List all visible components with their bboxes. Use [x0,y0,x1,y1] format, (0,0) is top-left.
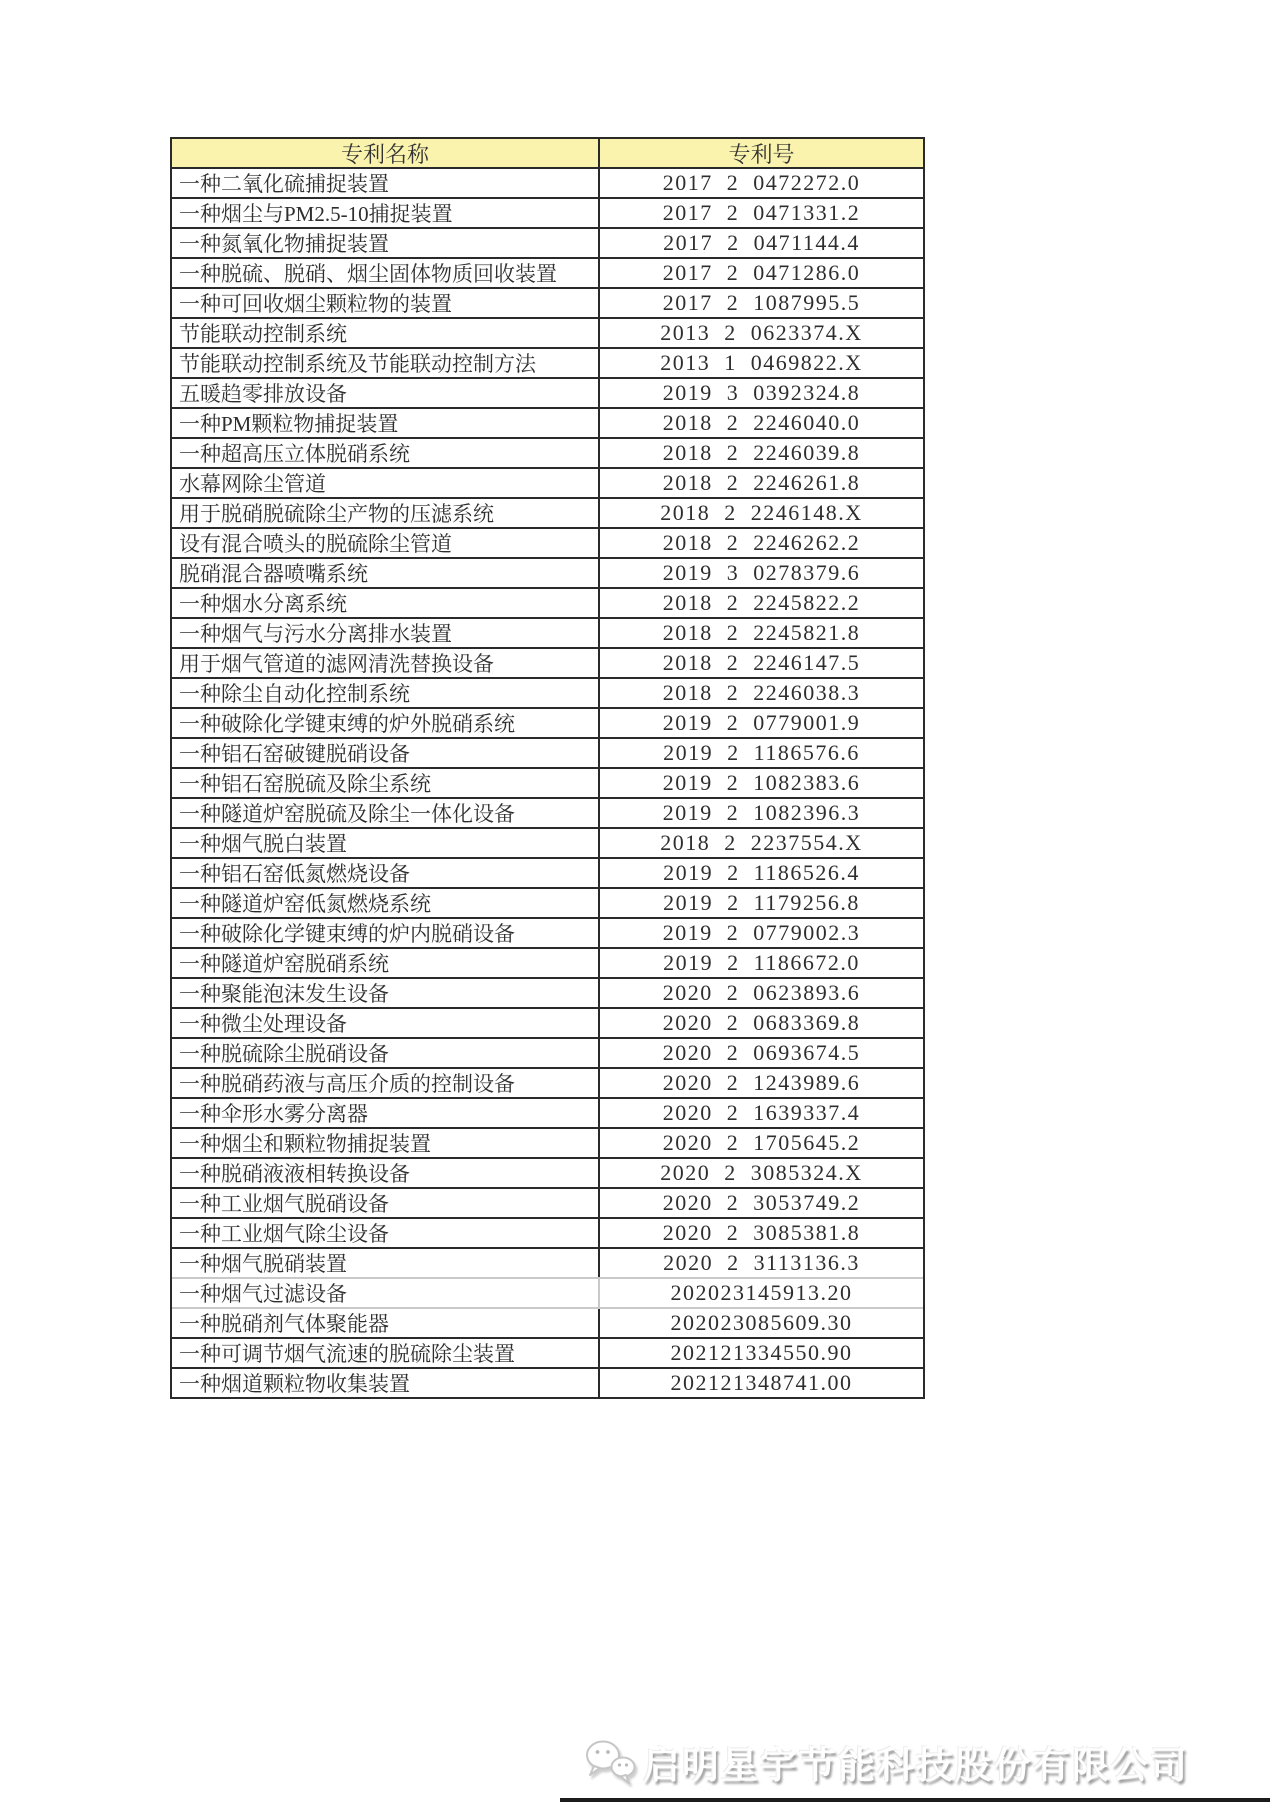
table-row [172,739,923,769]
table-row [172,1309,923,1339]
patent-number: 2018 2 2246147.5 [662,650,861,675]
patent-name: 一种二氧化硫捕捉装置 [172,169,600,197]
patent-number: 2017 2 0471331.2 [662,200,861,225]
patent-name: 一种脱硝剂气体聚能器 [172,1309,600,1337]
patent-number: 2020 2 1243989.6 [662,1070,861,1095]
patent-number: 2020 2 0683369.8 [662,1010,861,1035]
patent-number: 2020 2 0623893.6 [662,980,861,1005]
header-patent-name: 专利名称 [172,139,600,167]
table-row [172,859,923,889]
table-row [172,379,923,409]
table-row [172,319,923,349]
table-row [172,289,923,319]
patent-number: 2019 2 1082383.6 [662,770,861,795]
patent-name: 一种超高压立体脱硝系统 [172,439,600,467]
patent-number: 2020 2 3053749.2 [662,1190,861,1215]
patent-number: 202023085609.30 [670,1310,853,1335]
table-row [172,169,923,199]
table-row [172,1249,923,1279]
table-row [172,499,923,529]
patent-number: 2020 2 1705645.2 [662,1130,861,1155]
patent-name: 一种聚能泡沫发生设备 [172,979,600,1007]
table-body [172,169,923,1397]
table-row [172,349,923,379]
table-row [172,1189,923,1219]
table-row [172,709,923,739]
patent-number: 2018 2 2246261.8 [662,470,861,495]
company-name: 启明星宇节能科技股份有限公司 [643,1746,1189,1787]
patent-name: 一种铝石窑脱硫及除尘系统 [172,769,600,797]
table-row [172,1159,923,1189]
table-row [172,889,923,919]
table-row [172,649,923,679]
patent-name: 一种烟气脱白装置 [172,829,600,857]
patent-name: 水幕网除尘管道 [172,469,600,497]
patent-number: 2019 3 0392324.8 [662,380,861,405]
patent-name: 一种脱硝药液与高压介质的控制设备 [172,1069,600,1097]
patent-number: 202121334550.90 [670,1340,853,1365]
patent-name: 一种脱硫除尘脱硝设备 [172,1039,600,1067]
patent-name: 一种烟尘与PM2.5-10捕捉装置 [172,199,600,227]
patent-name: 一种除尘自动化控制系统 [172,679,600,707]
table-row [172,229,923,259]
patent-number: 2018 2 2245822.2 [662,590,861,615]
table-row [172,979,923,1009]
patent-number: 2019 2 1179256.8 [663,890,860,915]
patent-number: 2018 2 2246148.X [660,500,863,525]
table-row [172,799,923,829]
patent-number: 2018 2 2246262.2 [662,530,861,555]
footer-underline [560,1798,1270,1802]
patent-name: 一种铝石窑破键脱硝设备 [172,739,600,767]
patent-number: 2019 3 0278379.6 [662,560,861,585]
table-row [172,949,923,979]
patent-name: 一种隧道炉窑低氮燃烧系统 [172,889,600,917]
patent-number: 2018 2 2246039.8 [662,440,861,465]
patent-number: 2020 2 3085381.8 [662,1220,861,1245]
patent-number: 2019 2 0779002.3 [662,920,861,945]
patent-number: 2017 2 0472272.0 [662,170,861,195]
patent-number: 2019 2 0779001.9 [662,710,861,735]
patent-name: 一种PM颗粒物捕捉装置 [172,409,600,437]
patent-name: 一种烟气与污水分离排水装置 [172,619,600,647]
patent-number: 2013 1 0469822.X [660,350,863,375]
patent-name: 脱硝混合器喷嘴系统 [172,559,600,587]
patent-name: 一种可调节烟气流速的脱硫除尘装置 [172,1339,600,1367]
patent-table [170,137,925,1399]
table-row [172,1039,923,1069]
patent-name: 设有混合喷头的脱硫除尘管道 [172,529,600,557]
table-row [172,829,923,859]
patent-number: 2020 2 3085324.X [660,1160,863,1185]
patent-number: 2020 2 3113136.3 [663,1250,860,1275]
patent-name: 一种脱硝液液相转换设备 [172,1159,600,1187]
patent-number: 2019 2 1082396.3 [662,800,861,825]
patent-name: 一种脱硫、脱硝、烟尘固体物质回收装置 [172,259,600,287]
patent-name: 一种烟道颗粒物收集装置 [172,1369,600,1397]
patent-number: 2020 2 0693674.5 [662,1040,861,1065]
patent-name: 一种烟气过滤设备 [172,1279,600,1307]
patent-number: 202121348741.00 [670,1370,853,1395]
table-row [172,469,923,499]
patent-number: 2019 2 1186526.4 [663,860,860,885]
patent-number: 2017 2 1087995.5 [662,290,861,315]
patent-number: 2013 2 0623374.X [660,320,863,345]
patent-name: 一种破除化学键束缚的炉外脱硝系统 [172,709,600,737]
table-row [172,619,923,649]
patent-name: 一种隧道炉窑脱硫及除尘一体化设备 [172,799,600,827]
patent-name: 一种烟水分离系统 [172,589,600,617]
patent-number: 2018 2 2246040.0 [662,410,861,435]
table-row [172,529,923,559]
table-row [172,259,923,289]
table-row [172,1369,923,1397]
patent-name: 一种隧道炉窑脱硝系统 [172,949,600,977]
patent-name: 用于烟气管道的滤网清洗替换设备 [172,649,600,677]
header-patent-number: 专利号 [728,141,795,167]
table-row [172,1099,923,1129]
patent-name: 一种烟尘和颗粒物捕捉装置 [172,1129,600,1157]
table-row [172,769,923,799]
table-row [172,1219,923,1249]
table-header-row [172,139,923,169]
patent-name: 一种铝石窑低氮燃烧设备 [172,859,600,887]
patent-number: 2020 2 1639337.4 [662,1100,861,1125]
patent-number: 202023145913.20 [670,1280,853,1305]
patent-number: 2019 2 1186576.6 [663,740,860,765]
patent-name: 一种烟气脱硝装置 [172,1249,600,1277]
patent-name: 一种工业烟气除尘设备 [172,1219,600,1247]
patent-name: 一种微尘处理设备 [172,1009,600,1037]
table-row [172,1009,923,1039]
table-row [172,1069,923,1099]
patent-name: 用于脱硝脱硫除尘产物的压滤系统 [172,499,600,527]
patent-number: 2018 2 2237554.X [660,830,863,855]
wechat-icon [583,1738,639,1786]
table-row [172,409,923,439]
table-row [172,1279,923,1309]
patent-name: 一种氮氧化物捕捉装置 [172,229,600,257]
table-row [172,679,923,709]
patent-number: 2017 2 0471144.4 [663,230,860,255]
patent-name: 一种工业烟气脱硝设备 [172,1189,600,1217]
patent-number: 2017 2 0471286.0 [662,260,861,285]
patent-name: 五暖趋零排放设备 [172,379,600,407]
table-row [172,559,923,589]
patent-name: 一种可回收烟尘颗粒物的装置 [172,289,600,317]
patent-name: 一种伞形水雾分离器 [172,1099,600,1127]
patent-name: 节能联动控制系统及节能联动控制方法 [172,349,600,377]
footer [583,1735,1189,1789]
patent-name: 节能联动控制系统 [172,319,600,347]
table-row [172,1129,923,1159]
table-row [172,1339,923,1369]
table-row [172,439,923,469]
table-row [172,199,923,229]
table-row [172,919,923,949]
patent-number: 2018 2 2246038.3 [662,680,861,705]
patent-number: 2019 2 1186672.0 [663,950,860,975]
table-row [172,589,923,619]
patent-name: 一种破除化学键束缚的炉内脱硝设备 [172,919,600,947]
patent-number: 2018 2 2245821.8 [662,620,861,645]
